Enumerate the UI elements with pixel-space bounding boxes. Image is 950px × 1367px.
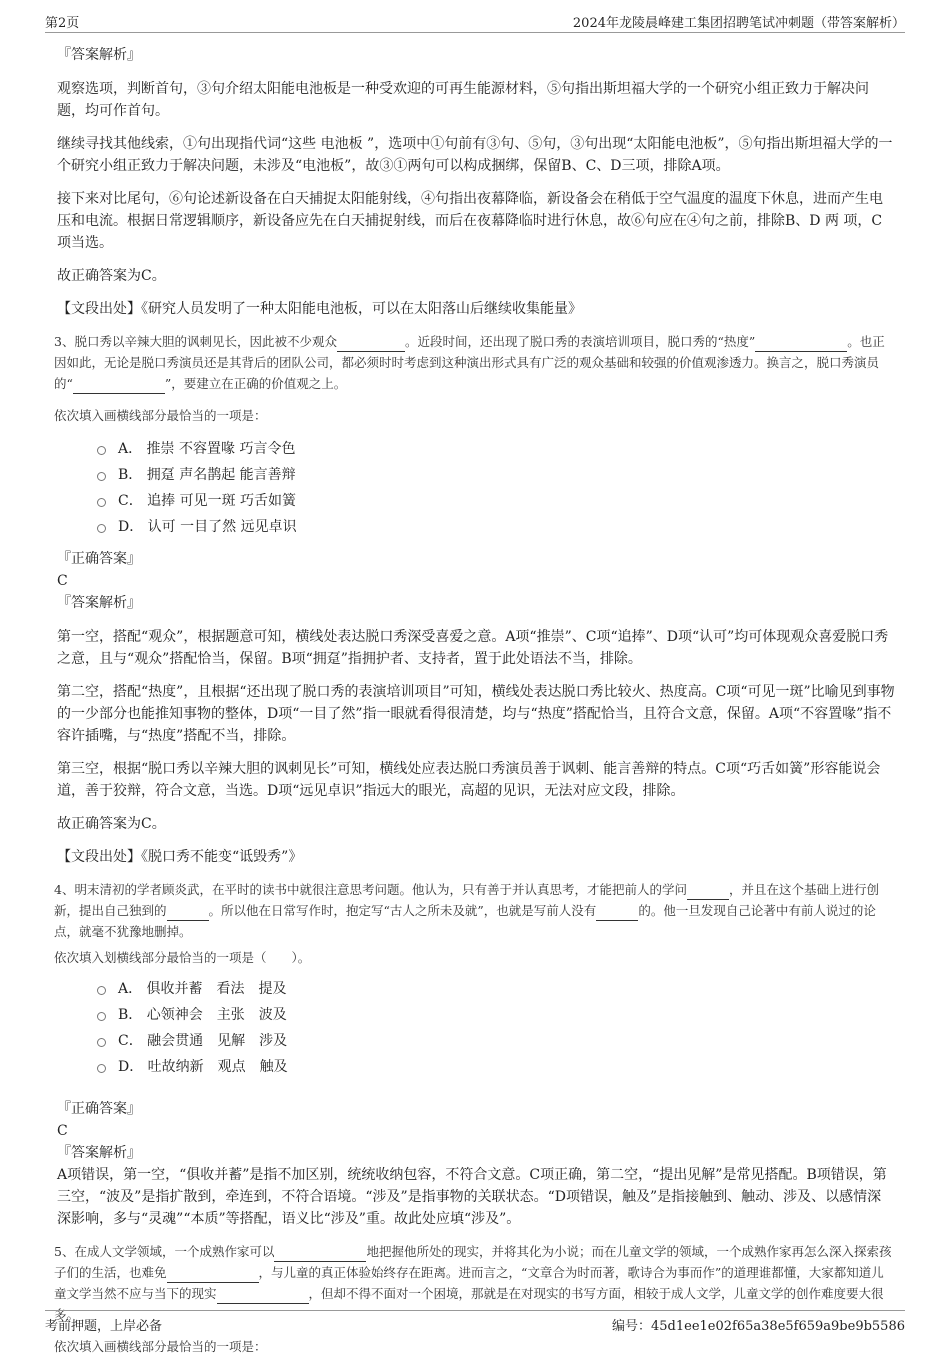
q4-answer: C xyxy=(57,1123,68,1139)
q3-blank-1 xyxy=(337,337,405,352)
q3-blank-2 xyxy=(755,337,847,352)
document-body xyxy=(54,44,895,1367)
footer-slogan: 考前押题，上岸必备 xyxy=(45,1319,163,1334)
radio-icon[interactable] xyxy=(97,498,106,507)
page-number: 第2页 xyxy=(45,16,80,31)
radio-icon[interactable] xyxy=(97,446,106,455)
q3-conclusion: 故正确答案为C。 xyxy=(57,816,166,832)
q4-option-b[interactable]: B． 心领神会 主张 波及 xyxy=(97,1002,895,1028)
q5-instruction: 依次填入画横线部分最恰当的一项是： xyxy=(54,1339,267,1354)
q4-blank-1 xyxy=(687,885,729,900)
q3-instruction: 依次填入画横线部分最恰当的一项是： xyxy=(54,408,267,423)
q4-options xyxy=(97,976,895,1080)
q4-answer-label: 『正确答案』 xyxy=(57,1101,141,1117)
q3-option-d[interactable]: D． 认可 一目了然 远见卓识 xyxy=(97,514,895,540)
q5-blank-2 xyxy=(167,1268,259,1283)
q3-option-a[interactable]: A． 推崇 不容置喙 巧言令色 xyxy=(97,436,895,462)
q3-stem: 3、脱口秀以辛辣大胆的讽刺见长，因此被不少观众 。近段时间，还出现了脱口秀的表演培训项目，脱口秀的“热度” 。也正因如此，无论是脱口秀演员还是其背后的团队公司，都必须时时考虑到这种演出形式具有广泛的观众基础和较强的价值观渗透力。换言之，脱口秀演员的“ ”，要建立在正确的价值观之上。 xyxy=(54,331,895,394)
page-footer xyxy=(45,1310,905,1335)
q3-analysis-p3: 第三空，根据“脱口秀以辛辣大胆的讽刺见长”可知，横线处应表达脱口秀演员善于讽刺、能言善辩的特点。C项“巧舌如簧”形容能说会道，善于狡辩，符合文意，当选。D项“远见卓识”指远大的眼光，高超的见识，无法对应文段，排除。 xyxy=(57,761,881,799)
q4-option-a[interactable]: A． 俱收并蓄 看法 提及 xyxy=(97,976,895,1002)
q4-stem: 4、明末清初的学者顾炎武，在平时的读书中就很注意思考问题。他认为，只有善于并认真思考，才能把前人的学问 ，并且在这个基础上进行创新，提出自己独到的 。所以他在日常写作时，抱定写“古人之所未及就”，也就是写前人没有 的。他一旦发现自己论著中有前人说过的论点，就毫不犹豫地删掉。 xyxy=(54,882,879,939)
radio-icon[interactable] xyxy=(97,472,106,481)
radio-icon[interactable] xyxy=(97,1064,106,1073)
q2-analysis-label: 『答案解析』 xyxy=(57,47,141,63)
q3-option-b[interactable]: B． 拥趸 声名鹊起 能言善辩 xyxy=(97,462,895,488)
q2-conclusion: 故正确答案为C。 xyxy=(57,268,166,284)
page-header xyxy=(45,10,905,33)
q4-blank-2 xyxy=(167,906,209,921)
radio-icon[interactable] xyxy=(97,986,106,995)
q5-blank-1 xyxy=(274,1247,366,1262)
q4-analysis: A项错误，第一空，“俱收并蓄”是指不加区别，统统收纳包容，不符合文意。C项正确，第二空，“提出见解”是常见搭配。B项错误，第三空，“波及”是指扩散到，牵连到，不符合语境。“涉及”是指事物的关联状态。“D项错误，触及”是指接触到、触动、涉及、以感情深深影响，多与“灵魂”“本质”等搭配，语义比“涉及”重。故此处应填“涉及”。 xyxy=(57,1167,887,1227)
q4-option-d[interactable]: D． 吐故纳新 观点 触及 xyxy=(97,1054,895,1080)
q3-blank-3 xyxy=(73,379,165,394)
document-title: 2024年龙陵晨峰建工集团招聘笔试冲刺题（带答案解析） xyxy=(572,16,905,31)
q3-analysis-p2: 第二空，搭配“热度”，且根据“还出现了脱口秀的表演培训项目”可知，横线处表达脱口秀比较火、热度高。C项“可见一斑”比喻见到事物的一少部分也能推知事物的整体，D项“一目了然”指一眼就看得很清楚，均与“热度”搭配恰当，且符合文意，保留。A项“不容置喙”指不容许插嘴，与“热度”搭配不当，排除。 xyxy=(57,684,895,744)
q2-analysis-p1: 观察选项，判断首句，③句介绍太阳能电池板是一种受欢迎的可再生能源材料，⑤句指出斯坦福大学的一个研究小组正致力于解决问题，均可作首句。 xyxy=(57,81,869,119)
q5-stem: 5、在成人文学领域，一个成熟作家可以 地把握他所处的现实，并将其化为小说；而在儿童文学的领域，一个成熟作家再怎么深入探索孩子们的生活，也难免 ，与儿童的真正体验始终存在距离。进而言之，“文章合为时而著，歌诗合为事而作”的道理谁都懂，大家都知道儿童文学当然不应与当下的现实 ，但却不得不面对一个困境，那就是在对现实的书写方面，相较于成人文学，儿童文学的创作难度要大很多。 xyxy=(54,1244,892,1322)
radio-icon[interactable] xyxy=(97,1012,106,1021)
q4-option-c[interactable]: C． 融会贯通 见解 涉及 xyxy=(97,1028,895,1054)
radio-icon[interactable] xyxy=(97,524,106,533)
document-id: 编号：45d1ee1e02f65a38e5f659a9be9b5586 xyxy=(612,1319,905,1334)
radio-icon[interactable] xyxy=(97,1038,106,1047)
q3-options xyxy=(97,436,895,540)
q5-blank-3 xyxy=(217,1289,309,1304)
q3-option-c[interactable]: C． 追捧 可见一斑 巧舌如簧 xyxy=(97,488,895,514)
q3-answer-label: 『正确答案』 xyxy=(57,551,141,567)
q3-source: 【文段出处】《脱口秀不能变“诋毁秀”》 xyxy=(57,849,303,865)
q4-analysis-label: 『答案解析』 xyxy=(57,1145,141,1161)
q4-instruction: 依次填入划横线部分最恰当的一项是（ ）。 xyxy=(54,950,311,965)
q3-answer: C xyxy=(57,573,68,589)
q3-analysis-label: 『答案解析』 xyxy=(57,595,141,611)
q2-analysis-p2: 继续寻找其他线索，①句出现指代词“这些 电池板 ”，选项中①句前有③句、⑤句，③句出现“太阳能电池板”，⑤句指出斯坦福大学的一个研究小组正致力于解决问题，未涉及“电池板”，故③①两句可以构成捆绑，保留B、C、D三项，排除A项。 xyxy=(57,136,893,174)
q2-source: 【文段出处】《研究人员发明了一种太阳能电池板，可以在太阳落山后继续收集能量》 xyxy=(57,301,582,317)
q3-analysis-p1: 第一空，搭配“观众”，根据题意可知，横线处表达脱口秀深受喜爱之意。A项“推崇”、C项“追捧”、D项“认可”均可体现观众喜爱脱口秀之意，且与“观众”搭配恰当，保留。B项“拥趸”指拥护者、支持者，置于此处语法不当，排除。 xyxy=(57,629,889,667)
q4-blank-3 xyxy=(596,906,638,921)
q2-analysis-p3: 接下来对比尾句，⑥句论述新设备在白天捕捉太阳能射线，④句指出夜幕降临，新设备会在稍低于空气温度的温度下休息，进而产生电压和电流。根据日常逻辑顺序，新设备应先在白天捕捉射线，而后在夜幕降临时进行休息，故⑥句应在④句之前，排除B、D 两 项，C项当选。 xyxy=(57,191,883,251)
